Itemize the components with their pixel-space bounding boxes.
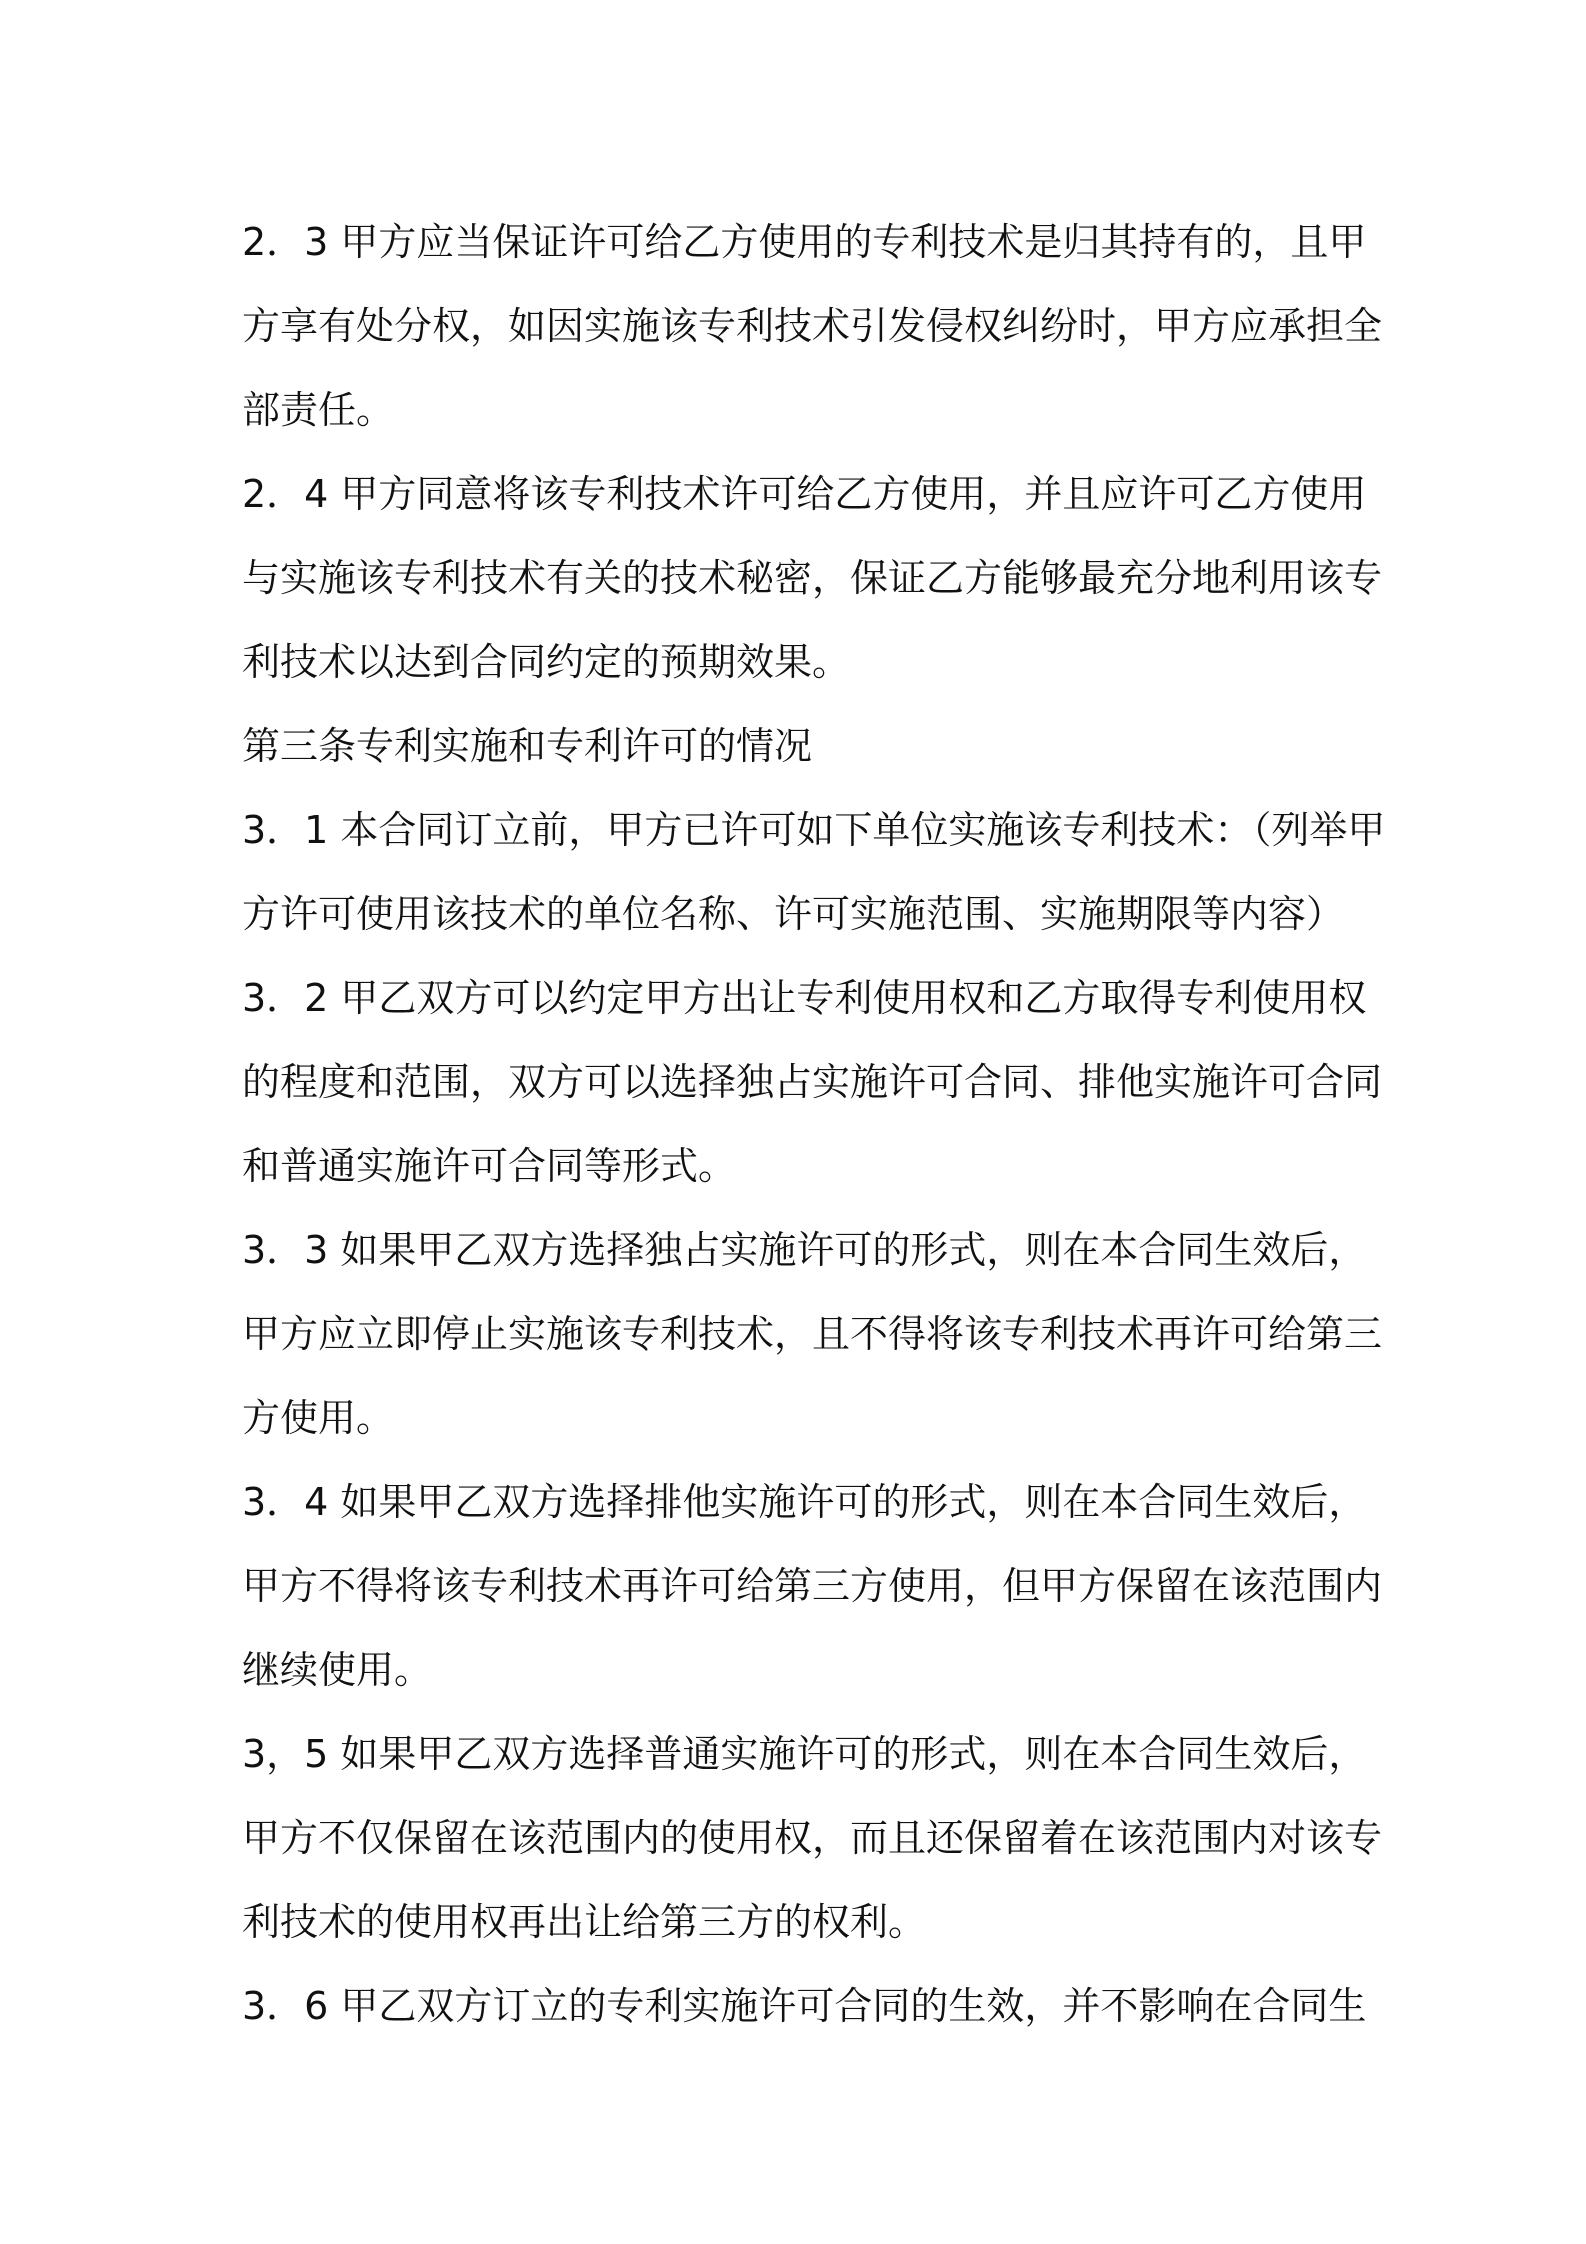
- clause-3-6: [242, 1964, 1367, 2048]
- text-line: 3．6 甲乙双方订立的专利实施许可合同的生效，并不影响在合同生: [242, 1984, 1367, 2028]
- text-line: 方享有处分权，如因实施该专利技术引发侵权纠纷时，甲方应承担全: [242, 304, 1383, 348]
- clause-3-1: [242, 788, 1386, 956]
- clause-3-5: [242, 1712, 1383, 1964]
- text-line: 方使用。: [242, 1396, 395, 1440]
- text-line: 3．3 如果甲乙双方选择独占实施许可的形式，则在本合同生效后，: [242, 1228, 1367, 1272]
- text-line: 和普通实施许可合同等形式。: [242, 1144, 737, 1188]
- document-body: [242, 200, 1386, 2048]
- section-heading-text: 第三条专利实施和专利许可的情况: [242, 724, 813, 768]
- clause-3-4: [242, 1460, 1383, 1712]
- text-line: 甲方应立即停止实施该专利技术，且不得将该专利技术再许可给第三: [242, 1312, 1383, 1356]
- clause-3-3: [242, 1208, 1383, 1460]
- clause-3-2: [242, 956, 1383, 1208]
- text-line: 3．4 如果甲乙双方选择排他实施许可的形式，则在本合同生效后，: [242, 1480, 1367, 1524]
- clause-2-4: [242, 452, 1383, 704]
- text-line: 2．3 甲方应当保证许可给乙方使用的专利技术是归其持有的，且甲: [242, 220, 1367, 264]
- text-line: 甲方不得将该专利技术再许可给第三方使用，但甲方保留在该范围内: [242, 1564, 1383, 1608]
- section-heading-3: [242, 704, 1362, 788]
- text-line: 的程度和范围，双方可以选择独占实施许可合同、排他实施许可合同: [242, 1060, 1383, 1104]
- text-line: 继续使用。: [242, 1648, 433, 1692]
- text-line: 利技术以达到合同约定的预期效果。: [242, 640, 851, 684]
- text-line: 3．1 本合同订立前，甲方已许可如下单位实施该专利技术：（列举甲: [242, 808, 1386, 852]
- text-line: 方许可使用该技术的单位名称、许可实施范围、实施期限等内容）: [242, 892, 1345, 936]
- text-line: 甲方不仅保留在该范围内的使用权，而且还保留着在该范围内对该专: [242, 1816, 1383, 1860]
- text-line: 部责任。: [242, 388, 395, 432]
- text-line: 3，5 如果甲乙双方选择普通实施许可的形式，则在本合同生效后，: [242, 1732, 1367, 1776]
- text-line: 2．4 甲方同意将该专利技术许可给乙方使用，并且应许可乙方使用: [242, 472, 1367, 516]
- clause-2-3: [242, 200, 1383, 452]
- text-line: 利技术的使用权再出让给第三方的权利。: [242, 1900, 927, 1944]
- text-line: 3．2 甲乙双方可以约定甲方出让专利使用权和乙方取得专利使用权: [242, 976, 1367, 1020]
- text-line: 与实施该专利技术有关的技术秘密，保证乙方能够最充分地利用该专: [242, 556, 1383, 600]
